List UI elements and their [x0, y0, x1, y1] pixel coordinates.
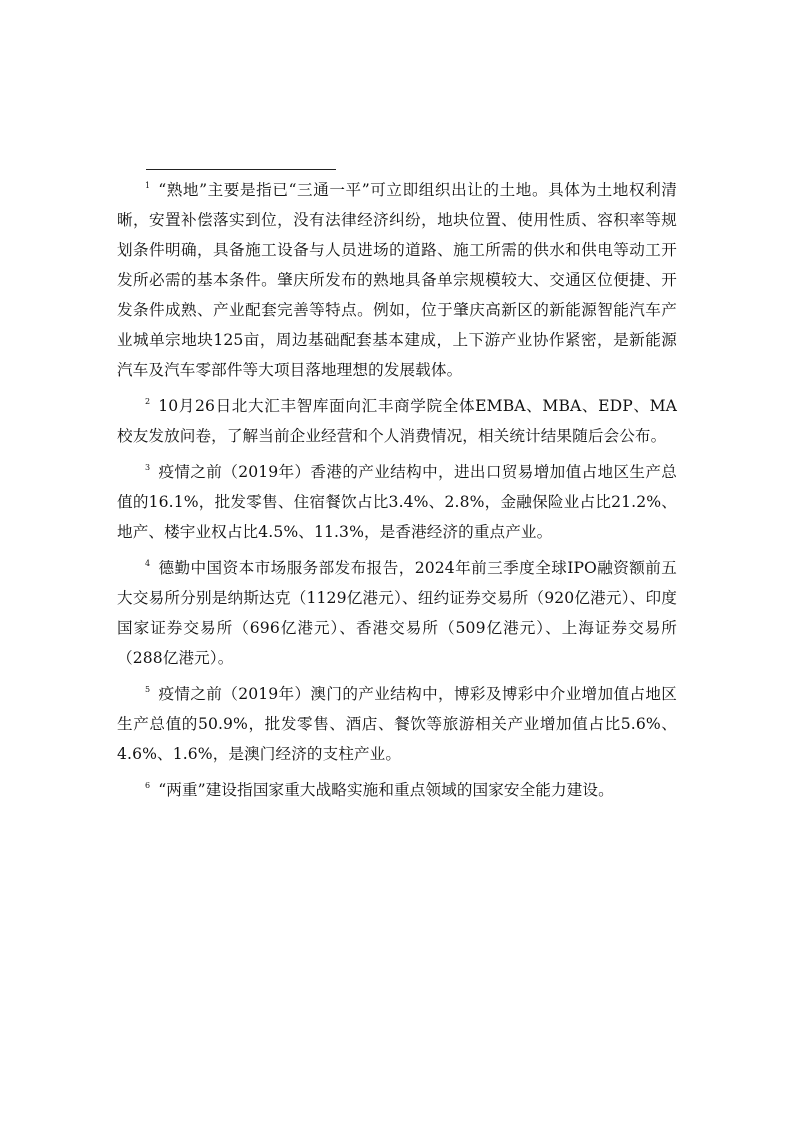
footnotes-section: [117, 175, 677, 811]
footnote-2: [117, 391, 677, 451]
footnote-mark: 3: [145, 463, 151, 472]
footnote-4: [117, 553, 677, 673]
footnote-text: 德勤中国资本市场服务部发布报告，2024年前三季度全球IPO融资额前五大交易所分别是纳斯达克（1129亿港元）、纽约证券交易所（920亿港元）、印度国家证券交易所（696亿港元）、香港交易所（509亿港元）、上海证券交易所（288亿港元）。: [117, 559, 677, 667]
footnote-mark: 2: [145, 397, 151, 406]
footnote-mark: 1: [145, 181, 151, 190]
footnote-3: [117, 457, 677, 547]
footnote-mark: 6: [145, 781, 151, 790]
footnote-text: 疫情之前（2019年）澳门的产业结构中，博彩及博彩中介业增加值占地区生产总值的50.9%，批发零售、酒店、餐饮等旅游相关产业增加值占比5.6%、4.6%、1.6%，是澳门经济的支柱产业。: [117, 685, 677, 763]
footnote-text: “两重”建设指国家重大战略实施和重点领域的国家安全能力建设。: [158, 781, 614, 799]
footnote-6: [117, 775, 677, 805]
footnote-mark: 4: [145, 559, 151, 568]
footnote-5: [117, 679, 677, 769]
footnote-mark: 5: [145, 685, 151, 694]
footnote-separator: [146, 169, 336, 170]
footnote-text: 10月26日北大汇丰智库面向汇丰商学院全体EMBA、MBA、EDP、MA校友发放问卷，了解当前企业经营和个人消费情况，相关统计结果随后会公布。: [117, 397, 677, 445]
footnote-text: “熟地”主要是指已“三通一平”可立即组织出让的土地。具体为土地权利清晰，安置补偿落实到位，没有法律经济纠纷，地块位置、使用性质、容积率等规划条件明确，具备施工设备与人员进场的道路、施工所需的供水和供电等动工开发所必需的基本条件。肇庆所发布的熟地具备单宗规模较大、交通区位便捷、开发条件成熟、产业配套完善等特点。例如，位于肇庆高新区的新能源智能汽车产业城单宗地块125亩，周边基础配套基本建成，上下游产业协作紧密，是新能源汽车及汽车零部件等大项目落地理想的发展载体。: [117, 181, 677, 379]
footnote-1: [117, 175, 677, 385]
footnote-text: 疫情之前（2019年）香港的产业结构中，进出口贸易增加值占地区生产总值的16.1%，批发零售、住宿餐饮占比3.4%、2.8%，金融保险业占比21.2%、地产、楼宇业权占比4.5%、11.3%，是香港经济的重点产业。: [117, 463, 677, 541]
